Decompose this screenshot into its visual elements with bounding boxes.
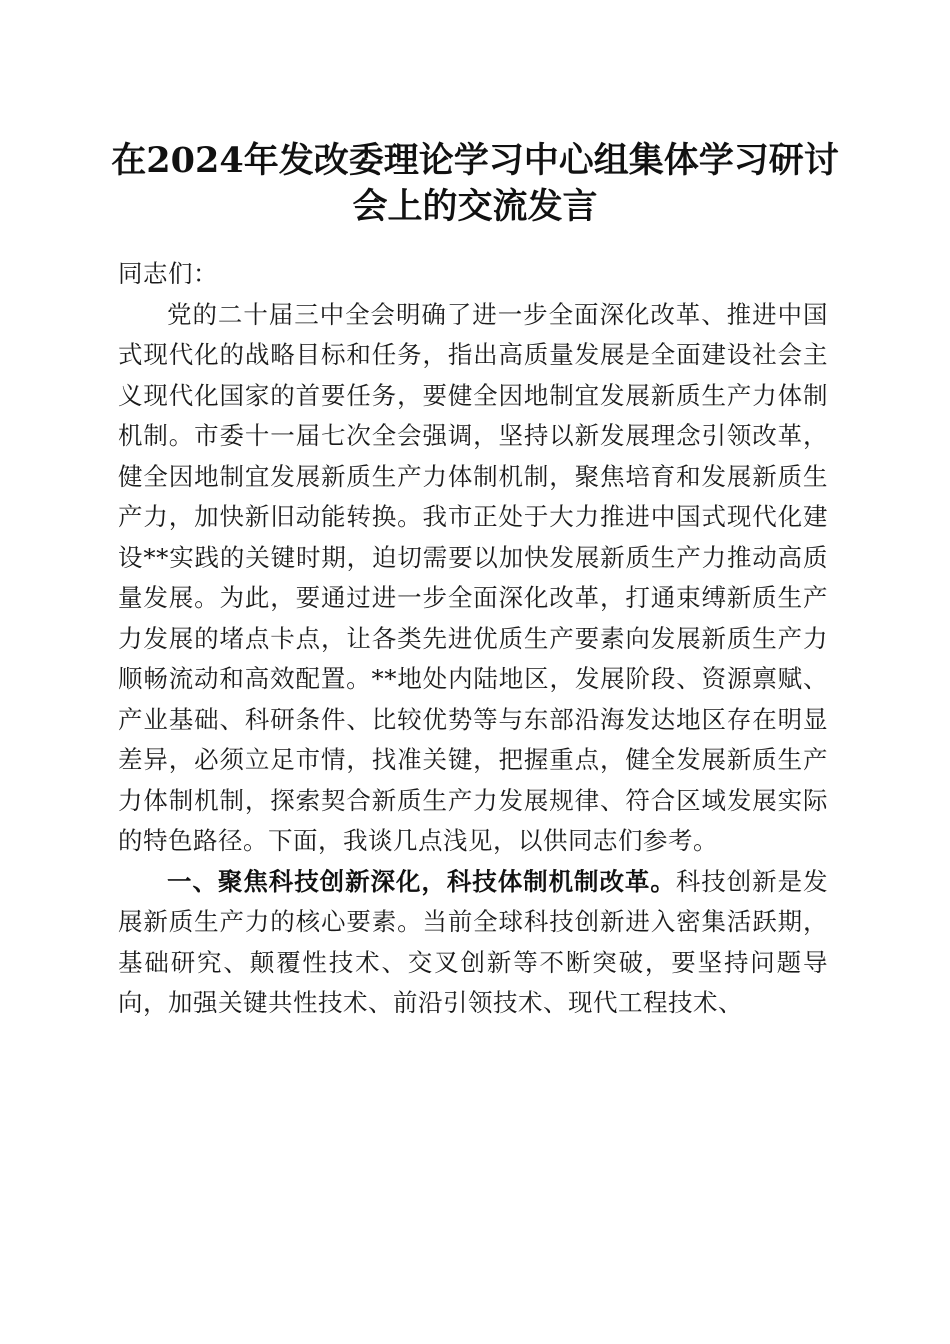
salutation: 同志们： (118, 259, 218, 288)
section-1-heading: 一、聚焦科技创新深化，科技体制机制改革。 (167, 866, 676, 896)
document-title: 在2024年发改委理论学习中心组集体学习研讨会上的交流发言 (111, 140, 839, 227)
paragraph-section-1 (118, 862, 828, 1024)
paragraph-intro: 党的二十届三中全会明确了进一步全面深化改革、推进中国式现代化的战略目标和任务，指出高质量发展是全面建设社会主义现代化国家的首要任务，要健全因地制宜发展新质生产力体制机制。市委十一届七次全会强调，坚持以新发展理念引领改革，健全因地制宜发展新质生产力体制机制，聚焦培育和发展新质生产力，加快新旧动能转换。我市正处于大力推进中国式现代化建设**实践的关键时期，迫切需要以加快发展新质生产力推动高质量发展。为此，要通过进一步全面深化改革，打通束缚新质生产力发展的堵点卡点，让各类先进优质生产要素向发展新质生产力顺畅流动和高效配置。**地处内陆地区，发展阶段、资源禀赋、产业基础、科研条件、比较优势等与东部沿海发达地区存在明显差异，必须立足市情，找准关键，把握重点，健全发展新质生产力体制机制，探索契合新质生产力发展规律、符合区域发展实际的特色路径。下面，我谈几点浅见，以供同志们参考。 (118, 299, 828, 855)
section-1-text: 科技创新是发展新质生产力的核心要素。当前全球科技创新进入密集活跃期，基础研究、颠覆性技术、交叉创新等不断突破，要坚持问题导向，加强关键共性技术、前沿引领技术、现代工程技术、 (118, 866, 829, 1017)
document-body (118, 254, 828, 1024)
